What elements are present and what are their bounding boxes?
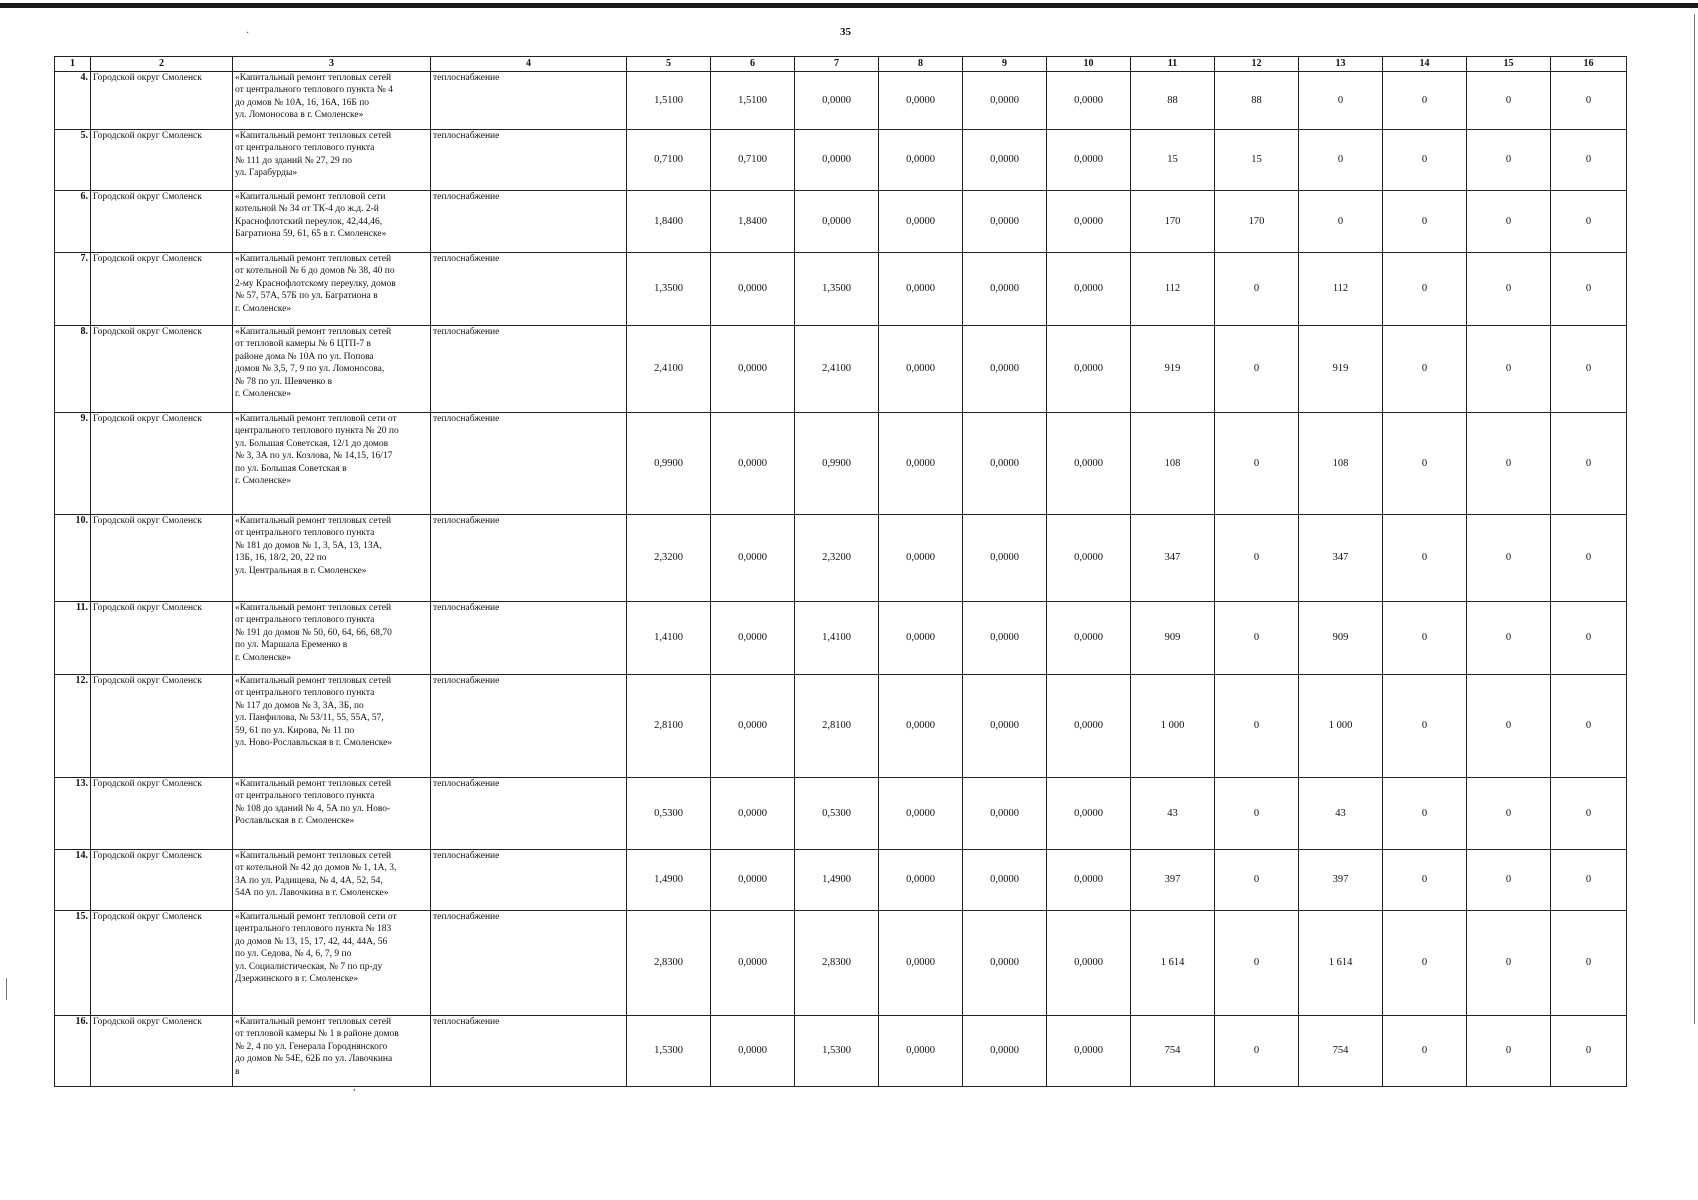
value-cell-col-12: 0 — [1215, 1016, 1299, 1087]
value-cell-col-10: 0,0000 — [1047, 602, 1131, 675]
row-number: 9. — [55, 413, 91, 515]
value-cell-col-15: 0 — [1467, 778, 1551, 850]
value-cell-col-14: 0 — [1383, 911, 1467, 1016]
value-cell-col-13: 1 614 — [1299, 911, 1383, 1016]
value-cell-col-16: 0 — [1551, 675, 1627, 778]
value-cell-col-5: 1,3500 — [627, 253, 711, 326]
value-cell-col-8: 0,0000 — [879, 253, 963, 326]
value-cell-col-16: 0 — [1551, 778, 1627, 850]
value-cell-col-8: 0,0000 — [879, 515, 963, 602]
value-cell-col-14: 0 — [1383, 326, 1467, 413]
value-cell-col-11: 108 — [1131, 413, 1215, 515]
value-cell-col-5: 0,7100 — [627, 130, 711, 191]
value-cell-col-13: 347 — [1299, 515, 1383, 602]
value-cell-col-7: 2,8100 — [795, 675, 879, 778]
value-cell-col-5: 2,4100 — [627, 326, 711, 413]
project-description-cell: «Капитальный ремонт тепловых сетей от центрального теплового пункта № 191 до домов № 50, 60, 64, 66, 68,70 по ул. Маршала Еременко в г. Смоленске» — [233, 602, 431, 675]
value-cell-col-16: 0 — [1551, 326, 1627, 413]
value-cell-col-8: 0,0000 — [879, 602, 963, 675]
value-cell-col-5: 1,5100 — [627, 72, 711, 130]
column-number-8: 8 — [879, 57, 963, 72]
row-number: 10. — [55, 515, 91, 602]
value-cell-col-6: 0,0000 — [711, 413, 795, 515]
value-cell-col-10: 0,0000 — [1047, 72, 1131, 130]
row-number: 13. — [55, 778, 91, 850]
category-cell: теплоснабжение — [431, 515, 627, 602]
value-cell-col-9: 0,0000 — [963, 778, 1047, 850]
value-cell-col-8: 0,0000 — [879, 675, 963, 778]
category-cell: теплоснабжение — [431, 130, 627, 191]
value-cell-col-15: 0 — [1467, 515, 1551, 602]
value-cell-col-6: 0,0000 — [711, 602, 795, 675]
value-cell-col-15: 0 — [1467, 191, 1551, 253]
value-cell-col-14: 0 — [1383, 778, 1467, 850]
value-cell-col-15: 0 — [1467, 326, 1551, 413]
value-cell-col-6: 0,7100 — [711, 130, 795, 191]
value-cell-col-7: 1,3500 — [795, 253, 879, 326]
project-description-cell: «Капитальный ремонт тепловой сети котельной № 34 от ТК-4 до ж.д. 2-й Краснофлотский переулок, 42,44,46, Багратиона 59, 61, 65 в г. Смоленске» — [233, 191, 431, 253]
value-cell-col-5: 0,5300 — [627, 778, 711, 850]
value-cell-col-8: 0,0000 — [879, 1016, 963, 1087]
value-cell-col-8: 0,0000 — [879, 326, 963, 413]
value-cell-col-12: 170 — [1215, 191, 1299, 253]
category-cell: теплоснабжение — [431, 602, 627, 675]
municipality-cell: Городской округ Смоленск — [91, 326, 233, 413]
value-cell-col-7: 0,5300 — [795, 778, 879, 850]
value-cell-col-15: 0 — [1467, 253, 1551, 326]
table-row — [55, 675, 1627, 778]
value-cell-col-14: 0 — [1383, 850, 1467, 911]
value-cell-col-6: 0,0000 — [711, 1016, 795, 1087]
column-number-10: 10 — [1047, 57, 1131, 72]
value-cell-col-12: 0 — [1215, 326, 1299, 413]
municipality-cell: Городской округ Смоленск — [91, 778, 233, 850]
value-cell-col-15: 0 — [1467, 911, 1551, 1016]
category-cell: теплоснабжение — [431, 778, 627, 850]
value-cell-col-10: 0,0000 — [1047, 515, 1131, 602]
value-cell-col-11: 347 — [1131, 515, 1215, 602]
value-cell-col-12: 15 — [1215, 130, 1299, 191]
value-cell-col-5: 2,8300 — [627, 911, 711, 1016]
project-description-cell: «Капитальный ремонт тепловых сетей от котельной № 6 до домов № 38, 40 по 2-му Краснофлотскому переулку, домов № 57, 57А, 57Б по ул. Багратиона в г. Смоленске» — [233, 253, 431, 326]
value-cell-col-9: 0,0000 — [963, 130, 1047, 191]
value-cell-col-14: 0 — [1383, 130, 1467, 191]
row-number: 16. — [55, 1016, 91, 1087]
scan-edge-line — [1694, 14, 1695, 1024]
table-row — [55, 130, 1627, 191]
value-cell-col-7: 1,4900 — [795, 850, 879, 911]
value-cell-col-6: 0,0000 — [711, 326, 795, 413]
value-cell-col-16: 0 — [1551, 130, 1627, 191]
column-number-15: 15 — [1467, 57, 1551, 72]
value-cell-col-11: 43 — [1131, 778, 1215, 850]
value-cell-col-6: 0,0000 — [711, 253, 795, 326]
column-number-2: 2 — [91, 57, 233, 72]
value-cell-col-13: 0 — [1299, 72, 1383, 130]
municipality-cell: Городской округ Смоленск — [91, 602, 233, 675]
value-cell-col-10: 0,0000 — [1047, 191, 1131, 253]
municipality-cell: Городской округ Смоленск — [91, 72, 233, 130]
table-body — [55, 72, 1627, 1087]
table-row — [55, 191, 1627, 253]
value-cell-col-10: 0,0000 — [1047, 253, 1131, 326]
table-row — [55, 602, 1627, 675]
row-number: 14. — [55, 850, 91, 911]
municipality-cell: Городской округ Смоленск — [91, 675, 233, 778]
value-cell-col-12: 0 — [1215, 253, 1299, 326]
value-cell-col-14: 0 — [1383, 413, 1467, 515]
value-cell-col-13: 0 — [1299, 130, 1383, 191]
value-cell-col-15: 0 — [1467, 130, 1551, 191]
project-description-cell: «Капитальный ремонт тепловых сетей от центрального теплового пункта № 108 до зданий № 4, 5А по ул. Ново- Рославльская в г. Смоленске» — [233, 778, 431, 850]
value-cell-col-5: 2,8100 — [627, 675, 711, 778]
table-row — [55, 515, 1627, 602]
value-cell-col-8: 0,0000 — [879, 778, 963, 850]
municipality-cell: Городской округ Смоленск — [91, 253, 233, 326]
scan-speck: · — [246, 28, 250, 39]
value-cell-col-13: 108 — [1299, 413, 1383, 515]
column-number-row — [55, 57, 1627, 72]
value-cell-col-9: 0,0000 — [963, 911, 1047, 1016]
value-cell-col-10: 0,0000 — [1047, 778, 1131, 850]
value-cell-col-13: 919 — [1299, 326, 1383, 413]
value-cell-col-7: 1,4100 — [795, 602, 879, 675]
row-number: 6. — [55, 191, 91, 253]
value-cell-col-16: 0 — [1551, 602, 1627, 675]
value-cell-col-12: 0 — [1215, 778, 1299, 850]
value-cell-col-12: 0 — [1215, 413, 1299, 515]
value-cell-col-11: 1 000 — [1131, 675, 1215, 778]
value-cell-col-7: 2,3200 — [795, 515, 879, 602]
column-number-11: 11 — [1131, 57, 1215, 72]
project-description-cell: «Капитальный ремонт тепловой сети от центрального теплового пункта № 183 до домов № 13, 15, 17, 42, 44, 44А, 56 по ул. Седова, № 4, 6, 7, 9 по ул. Социалистическая, № 7 по пр-ду Дзержинского в г. Смоленске» — [233, 911, 431, 1016]
municipality-cell: Городской округ Смоленск — [91, 191, 233, 253]
value-cell-col-5: 1,8400 — [627, 191, 711, 253]
table-row — [55, 72, 1627, 130]
project-description-cell: «Капитальный ремонт тепловых сетей от тепловой камеры № 6 ЦТП-7 в районе дома № 10А по ул. Попова домов № 3,5, 7, 9 по ул. Ломоносова, № 78 по ул. Шевченко в г. Смоленске» — [233, 326, 431, 413]
value-cell-col-9: 0,0000 — [963, 191, 1047, 253]
table-row — [55, 778, 1627, 850]
row-number: 8. — [55, 326, 91, 413]
value-cell-col-7: 0,0000 — [795, 191, 879, 253]
project-description-cell: «Капитальный ремонт тепловых сетей от котельной № 42 до домов № 1, 1А, 3, 3А по ул. Радищева, № 4, 4А, 52, 54, 54А по ул. Лавочкина в г. Смоленске» — [233, 850, 431, 911]
value-cell-col-8: 0,0000 — [879, 191, 963, 253]
value-cell-col-11: 754 — [1131, 1016, 1215, 1087]
row-number: 5. — [55, 130, 91, 191]
category-cell: теплоснабжение — [431, 413, 627, 515]
value-cell-col-13: 397 — [1299, 850, 1383, 911]
value-cell-col-10: 0,0000 — [1047, 1016, 1131, 1087]
table-row — [55, 413, 1627, 515]
value-cell-col-9: 0,0000 — [963, 413, 1047, 515]
value-cell-col-5: 2,3200 — [627, 515, 711, 602]
value-cell-col-16: 0 — [1551, 850, 1627, 911]
value-cell-col-11: 170 — [1131, 191, 1215, 253]
value-cell-col-11: 1 614 — [1131, 911, 1215, 1016]
value-cell-col-16: 0 — [1551, 1016, 1627, 1087]
value-cell-col-10: 0,0000 — [1047, 413, 1131, 515]
value-cell-col-11: 15 — [1131, 130, 1215, 191]
category-cell: теплоснабжение — [431, 911, 627, 1016]
value-cell-col-9: 0,0000 — [963, 515, 1047, 602]
value-cell-col-12: 0 — [1215, 911, 1299, 1016]
value-cell-col-6: 1,5100 — [711, 72, 795, 130]
value-cell-col-16: 0 — [1551, 191, 1627, 253]
value-cell-col-6: 0,0000 — [711, 675, 795, 778]
value-cell-col-10: 0,0000 — [1047, 850, 1131, 911]
top-border-rule — [0, 3, 1698, 8]
value-cell-col-8: 0,0000 — [879, 130, 963, 191]
column-number-13: 13 — [1299, 57, 1383, 72]
row-number: 11. — [55, 602, 91, 675]
table-row — [55, 253, 1627, 326]
value-cell-col-11: 88 — [1131, 72, 1215, 130]
municipality-cell: Городской округ Смоленск — [91, 850, 233, 911]
table-row — [55, 1016, 1627, 1087]
value-cell-col-7: 2,4100 — [795, 326, 879, 413]
value-cell-col-7: 2,8300 — [795, 911, 879, 1016]
value-cell-col-6: 0,0000 — [711, 911, 795, 1016]
value-cell-col-15: 0 — [1467, 413, 1551, 515]
value-cell-col-15: 0 — [1467, 675, 1551, 778]
column-number-5: 5 — [627, 57, 711, 72]
column-number-1: 1 — [55, 57, 91, 72]
value-cell-col-7: 0,0000 — [795, 130, 879, 191]
project-description-cell: «Капитальный ремонт тепловых сетей от центрального теплового пункта № 4 до домов № 10А, 16, 16А, 16Б по ул. Ломоносова в г. Смоленске» — [233, 72, 431, 130]
value-cell-col-10: 0,0000 — [1047, 130, 1131, 191]
column-number-9: 9 — [963, 57, 1047, 72]
value-cell-col-14: 0 — [1383, 602, 1467, 675]
category-cell: теплоснабжение — [431, 1016, 627, 1087]
value-cell-col-9: 0,0000 — [963, 675, 1047, 778]
value-cell-col-11: 909 — [1131, 602, 1215, 675]
project-description-cell: «Капитальный ремонт тепловых сетей от тепловой камеры № 1 в районе домов № 2, 4 по ул. Генерала Городнянского до домов № 54Е, 62Б по ул. Лавочкина в — [233, 1016, 431, 1087]
table-row — [55, 911, 1627, 1016]
value-cell-col-9: 0,0000 — [963, 326, 1047, 413]
value-cell-col-6: 0,0000 — [711, 515, 795, 602]
value-cell-col-13: 754 — [1299, 1016, 1383, 1087]
municipality-cell: Городской округ Смоленск — [91, 515, 233, 602]
value-cell-col-6: 0,0000 — [711, 778, 795, 850]
column-number-16: 16 — [1551, 57, 1627, 72]
value-cell-col-8: 0,0000 — [879, 72, 963, 130]
category-cell: теплоснабжение — [431, 850, 627, 911]
category-cell: теплоснабжение — [431, 326, 627, 413]
value-cell-col-13: 112 — [1299, 253, 1383, 326]
value-cell-col-8: 0,0000 — [879, 413, 963, 515]
value-cell-col-16: 0 — [1551, 911, 1627, 1016]
value-cell-col-11: 112 — [1131, 253, 1215, 326]
value-cell-col-7: 0,9900 — [795, 413, 879, 515]
project-description-cell: «Капитальный ремонт тепловых сетей от центрального теплового пункта № 111 до зданий № 27, 29 по ул. Гарабурды» — [233, 130, 431, 191]
municipality-cell: Городской округ Смоленск — [91, 413, 233, 515]
column-number-14: 14 — [1383, 57, 1467, 72]
municipality-cell: Городской округ Смоленск — [91, 911, 233, 1016]
value-cell-col-12: 0 — [1215, 515, 1299, 602]
value-cell-col-14: 0 — [1383, 1016, 1467, 1087]
value-cell-col-16: 0 — [1551, 413, 1627, 515]
value-cell-col-10: 0,0000 — [1047, 675, 1131, 778]
value-cell-col-13: 1 000 — [1299, 675, 1383, 778]
value-cell-col-7: 0,0000 — [795, 72, 879, 130]
value-cell-col-14: 0 — [1383, 675, 1467, 778]
value-cell-col-16: 0 — [1551, 253, 1627, 326]
value-cell-col-13: 0 — [1299, 191, 1383, 253]
value-cell-col-13: 43 — [1299, 778, 1383, 850]
value-cell-col-5: 0,9900 — [627, 413, 711, 515]
project-description-cell: «Капитальный ремонт тепловой сети от центрального теплового пункта № 20 по ул. Большая Советская, 12/1 до домов № 3, 3А по ул. Козлова, № 14,15, 16/17 по ул. Большая Советская в г. Смоленске» — [233, 413, 431, 515]
value-cell-col-11: 397 — [1131, 850, 1215, 911]
value-cell-col-8: 0,0000 — [879, 850, 963, 911]
scan-margin-mark — [6, 978, 7, 1000]
value-cell-col-14: 0 — [1383, 515, 1467, 602]
value-cell-col-15: 0 — [1467, 1016, 1551, 1087]
value-cell-col-14: 0 — [1383, 72, 1467, 130]
data-table — [54, 56, 1627, 1087]
value-cell-col-15: 0 — [1467, 602, 1551, 675]
value-cell-col-6: 1,8400 — [711, 191, 795, 253]
value-cell-col-10: 0,0000 — [1047, 911, 1131, 1016]
project-description-cell: «Капитальный ремонт тепловых сетей от центрального теплового пункта № 117 до домов № 3, 3А, 3Б, по ул. Панфилова, № 53/11, 55, 55А, 57, 59, 61 по ул. Кирова, № 11 по ул. Ново-Рославльская в г. Смоленске» — [233, 675, 431, 778]
column-number-6: 6 — [711, 57, 795, 72]
scan-speck: , — [353, 1082, 356, 1093]
value-cell-col-16: 0 — [1551, 72, 1627, 130]
column-number-12: 12 — [1215, 57, 1299, 72]
table-row — [55, 850, 1627, 911]
value-cell-col-5: 1,4100 — [627, 602, 711, 675]
value-cell-col-14: 0 — [1383, 191, 1467, 253]
municipality-cell: Городской округ Смоленск — [91, 1016, 233, 1087]
value-cell-col-12: 0 — [1215, 850, 1299, 911]
value-cell-col-6: 0,0000 — [711, 850, 795, 911]
project-description-cell: «Капитальный ремонт тепловых сетей от центрального теплового пункта № 181 до домов № 1, 3, 5А, 13, 13А, 13Б, 16, 18/2, 20, 22 по ул. Центральная в г. Смоленске» — [233, 515, 431, 602]
row-number: 12. — [55, 675, 91, 778]
value-cell-col-7: 1,5300 — [795, 1016, 879, 1087]
municipality-cell: Городской округ Смоленск — [91, 130, 233, 191]
category-cell: теплоснабжение — [431, 675, 627, 778]
row-number: 15. — [55, 911, 91, 1016]
value-cell-col-10: 0,0000 — [1047, 326, 1131, 413]
row-number: 7. — [55, 253, 91, 326]
category-cell: теплоснабжение — [431, 191, 627, 253]
page-number: 35 — [840, 26, 851, 38]
value-cell-col-9: 0,0000 — [963, 253, 1047, 326]
value-cell-col-15: 0 — [1467, 850, 1551, 911]
value-cell-col-13: 909 — [1299, 602, 1383, 675]
column-number-3: 3 — [233, 57, 431, 72]
value-cell-col-12: 0 — [1215, 602, 1299, 675]
value-cell-col-14: 0 — [1383, 253, 1467, 326]
value-cell-col-11: 919 — [1131, 326, 1215, 413]
column-number-7: 7 — [795, 57, 879, 72]
value-cell-col-12: 0 — [1215, 675, 1299, 778]
category-cell: теплоснабжение — [431, 253, 627, 326]
table-row — [55, 326, 1627, 413]
column-number-4: 4 — [431, 57, 627, 72]
value-cell-col-9: 0,0000 — [963, 602, 1047, 675]
value-cell-col-15: 0 — [1467, 72, 1551, 130]
value-cell-col-12: 88 — [1215, 72, 1299, 130]
value-cell-col-16: 0 — [1551, 515, 1627, 602]
value-cell-col-9: 0,0000 — [963, 1016, 1047, 1087]
value-cell-col-9: 0,0000 — [963, 72, 1047, 130]
category-cell: теплоснабжение — [431, 72, 627, 130]
row-number: 4. — [55, 72, 91, 130]
value-cell-col-5: 1,4900 — [627, 850, 711, 911]
value-cell-col-9: 0,0000 — [963, 850, 1047, 911]
value-cell-col-5: 1,5300 — [627, 1016, 711, 1087]
value-cell-col-8: 0,0000 — [879, 911, 963, 1016]
